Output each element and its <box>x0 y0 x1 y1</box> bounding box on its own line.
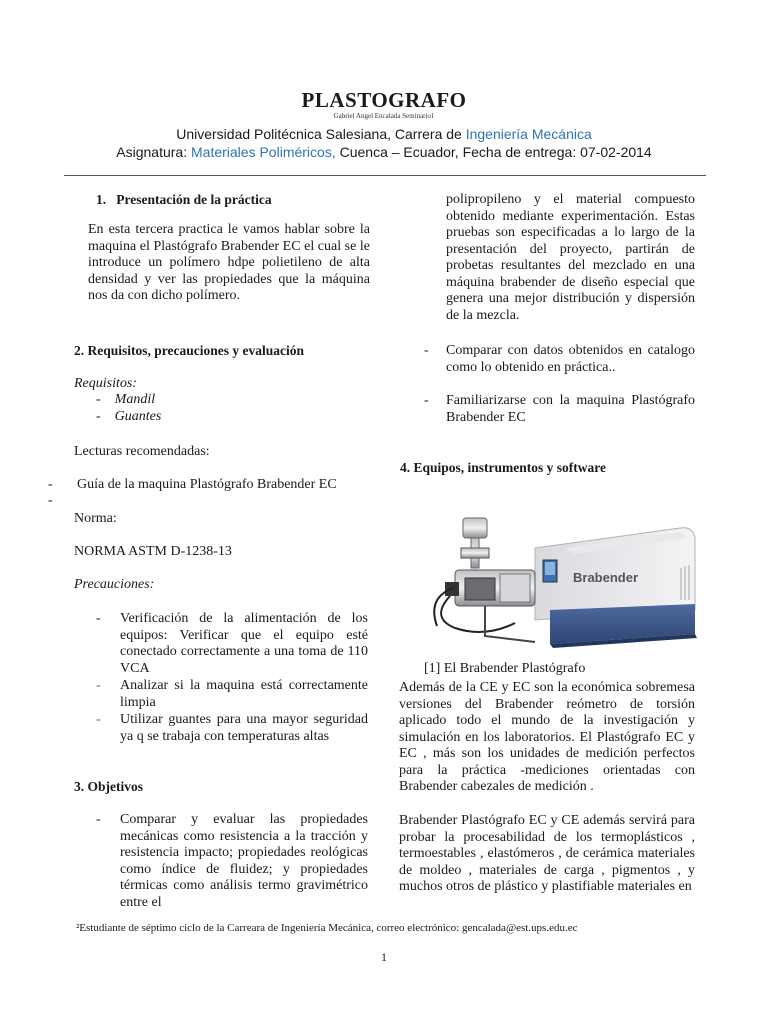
author-line: Gabriel Angel Encalada Seminario1 <box>333 112 435 120</box>
requirement-item: - Mandil <box>96 392 156 407</box>
footnote: ²Estudiante de séptimo ciclo de la Carreara de Ingeniería Mecánica, correo electrónico: gencalada@est.ups.edu.ec <box>76 922 578 934</box>
norm-label: Norma: <box>74 511 117 526</box>
norm-value: NORMA ASTM D-1238-13 <box>74 544 232 559</box>
objective-item: Familiarizarse con la maquina Plastógrafo Brabender EC <box>446 393 695 425</box>
section-4-body: Además de la CE y EC son la económica sobremesa versiones del Brabender reómetro de torsión aplicado todo el mundo de la investigación y simulación en los laboratorios. El Plastógrafo EC y EC , más son los unidades de medición perfectos para la práctica -mediciones orientadas con Brabender cabezales de medición . <box>399 680 695 794</box>
precaution-item: Verificación de la alimentación de los equipos: Verificar que el equipo esté conectado correctamente a una toma de 110 VCA <box>120 611 368 676</box>
section-1-number: 1. <box>96 192 107 207</box>
section-2-heading: 2. Requisitos, precauciones y evaluación <box>74 343 305 358</box>
section-4-heading: 4. Equipos, instrumentos y software <box>400 460 607 475</box>
objective-item: Comparar con datos obtenidos en catalogo como lo obtenido en práctica.. <box>446 343 695 375</box>
course-link[interactable]: Materiales Poliméricos, <box>191 144 336 160</box>
section-3-heading: 3. Objetivos <box>74 779 143 794</box>
list-dash: - <box>424 393 429 408</box>
requirement-item-text: Mandil <box>114 392 156 407</box>
page-number: 1 <box>381 950 387 964</box>
objective-continued: polipropileno y el material compuesto obtenido mediante experimentación. Estas pruebas son especificadas a lo largo de la presentación del proyecto, partirán de probetas resultantes del mezclado en una máquina brabender de diseño especial que genera una mejor distribución y dispersión de la mezcla. <box>446 192 695 323</box>
objective-item: Comparar y evaluar las propiedades mecánicas como resistencia a la tracción y resistencia impacto; propiedades reológicas como índice de fluidez; y propiedades térmicas como análisis termo gravimétrico entre el <box>120 812 368 910</box>
precaution-item: Analizar si la maquina está correctamente limpia <box>120 678 368 710</box>
section-1-title: Presentación de la práctica <box>116 192 272 207</box>
list-dash: - <box>96 712 101 727</box>
brand-label: Brabender <box>573 570 639 585</box>
requirements-label: Requisitos: <box>74 376 137 391</box>
section-1-heading <box>96 192 272 208</box>
precautions-label: Precauciones: <box>74 577 155 592</box>
list-dash: - <box>96 611 101 626</box>
figure-caption: [1] El Brabender Plastógrafo <box>424 661 586 676</box>
precaution-item: Utilizar guantes para una mayor seguridad ya q se trabaja con temperaturas altas <box>120 712 368 744</box>
readings-label: Lecturas recomendadas: <box>74 444 210 459</box>
readings-dash: - <box>48 493 53 508</box>
list-dash: - <box>96 812 101 827</box>
course-suffix: Cuenca – Ecuador, Fecha de entrega: 07-02-2014 <box>335 144 652 160</box>
paper-title: PLASTOGRAFO <box>301 88 467 112</box>
requirement-item-text: Guantes <box>114 409 162 424</box>
affiliation-line <box>0 126 768 142</box>
brabender-machine-image <box>425 508 715 658</box>
readings-dash: - <box>48 477 53 492</box>
career-link[interactable]: Ingeniería Mecánica <box>465 126 592 142</box>
affiliation-prefix: Universidad Politécnica Salesiana, Carrera de <box>176 126 466 142</box>
list-dash: - <box>96 678 101 693</box>
section-1-body: En esta tercera practica le vamos hablar sobre la maquina el Plastógrafo Brabender EC el cual se le introduce un polímero hdpe polietileno de alta densidad y ver las propiedades que la máquina nos da con dicho polímero. <box>88 222 370 303</box>
readings-item: Guía de la maquina Plastógrafo Brabender EC <box>77 477 337 492</box>
course-line <box>0 144 768 160</box>
course-prefix: Asignatura: <box>116 144 191 160</box>
requirement-item: - Guantes <box>96 409 162 424</box>
header-divider <box>64 175 706 176</box>
section-4-body-cont: Brabender Plastógrafo EC y CE además servirá para probar la procesabilidad de los termoplásticos , termoestables , elastómeros , de cerámica materiales de moldeo , materiales de carga , pigmentos , y muchos otros de plástico y plastifiable materiales en <box>399 813 695 894</box>
list-dash: - <box>424 343 429 358</box>
